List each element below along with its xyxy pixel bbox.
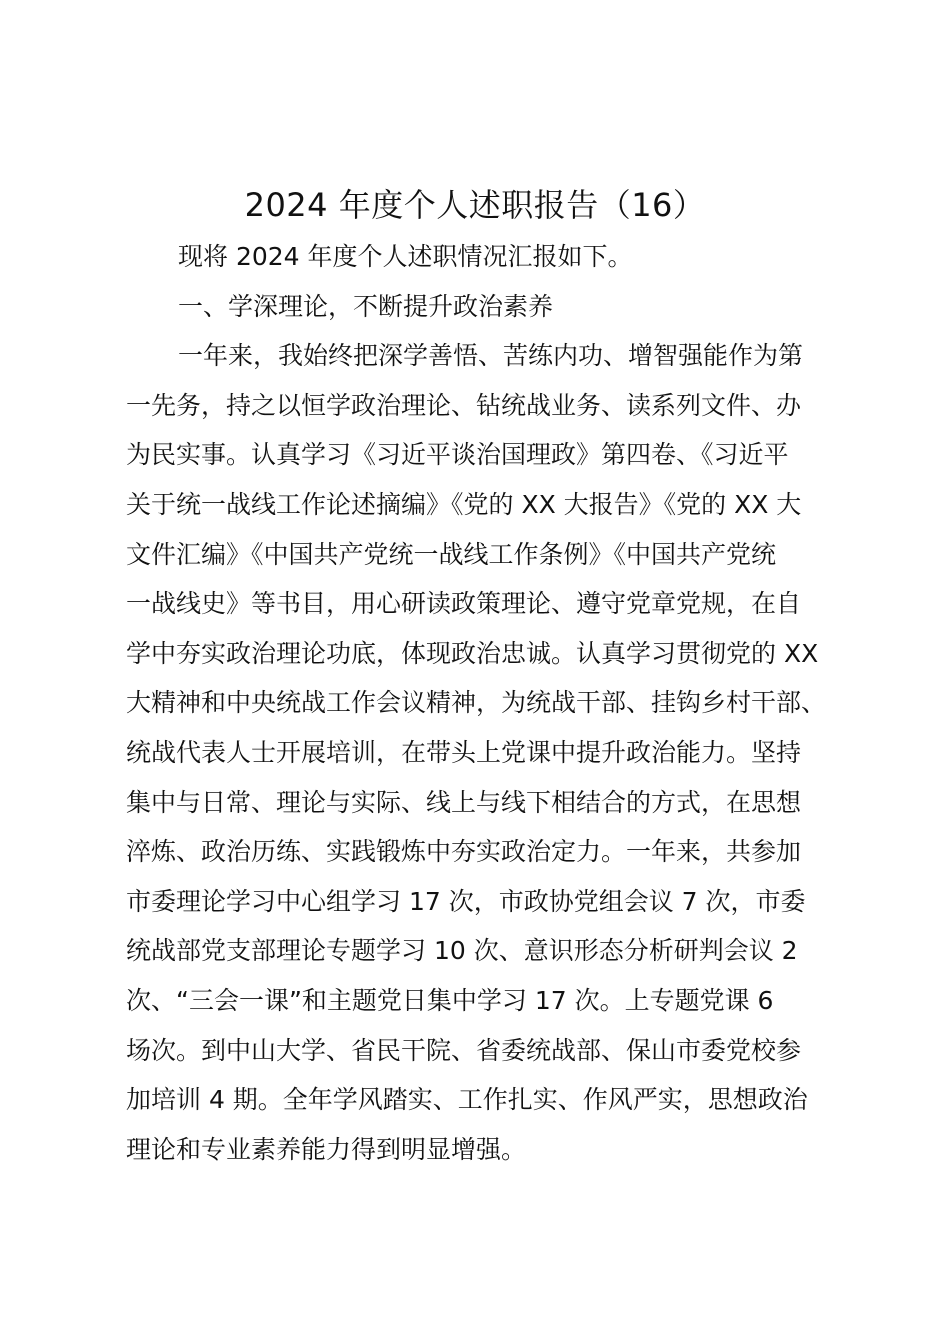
paragraph-line: 学中夯实政治理论功底，体现政治忠诚。认真学习贯彻党的 XX	[126, 638, 819, 668]
paragraph-line: 文件汇编》《中国共产党统一战线工作条例》《中国共产党统	[126, 539, 777, 569]
paragraph-line: 大精神和中央统战工作会议精神，为统战干部、挂钩乡村干部、	[126, 688, 827, 718]
paragraph-line: 场次。到中山大学、省民干院、省委统战部、保山市委党校参	[126, 1035, 802, 1065]
paragraph-line: 市委理论学习中心组学习 17 次，市政协党组会议 7 次，市委	[126, 886, 806, 916]
document-title: 2024 年度个人述职报告（16）	[244, 186, 706, 224]
paragraph-line: 次、“三会一课”和主题党日集中学习 17 次。上专题党课 6	[126, 985, 774, 1015]
paragraph-line: 加培训 4 期。全年学风踏实、工作扎实、作风严实，思想政治	[126, 1085, 808, 1115]
intro-paragraph: 现将 2024 年度个人述职情况汇报如下。	[178, 242, 633, 271]
paragraph-line: 一年来，我始终把深学善悟、苦练内功、增智强能作为第	[178, 341, 804, 371]
paragraph-line: 为民实事。认真学习《习近平谈治国理政》第四卷、《习近平	[126, 440, 789, 470]
paragraph-line: 理论和专业素养能力得到明显增强。	[126, 1134, 527, 1164]
paragraph-line: 淬炼、政治历练、实践锻炼中夯实政治定力。一年来，共参加	[126, 837, 802, 867]
paragraph-line: 一先务，持之以恒学政治理论、钻统战业务、读系列文件、办	[126, 390, 802, 420]
paragraph-line: 一战线史》等书目，用心研读政策理论、遵守党章党规，在自	[126, 589, 802, 619]
paragraph-line: 集中与日常、理论与实际、线上与线下相结合的方式，在思想	[126, 787, 802, 817]
section-heading: 一、学深理论，不断提升政治素养	[178, 291, 554, 321]
paragraph-line: 关于统一战线工作论述摘编》《党的 XX 大报告》《党的 XX 大	[126, 489, 802, 519]
document-body	[126, 232, 836, 1174]
paragraph-line: 统战代表人士开展培训，在带头上党课中提升政治能力。坚持	[126, 737, 802, 767]
paragraph-line: 统战部党支部理论专题学习 10 次、意识形态分析研判会议 2	[126, 936, 798, 966]
